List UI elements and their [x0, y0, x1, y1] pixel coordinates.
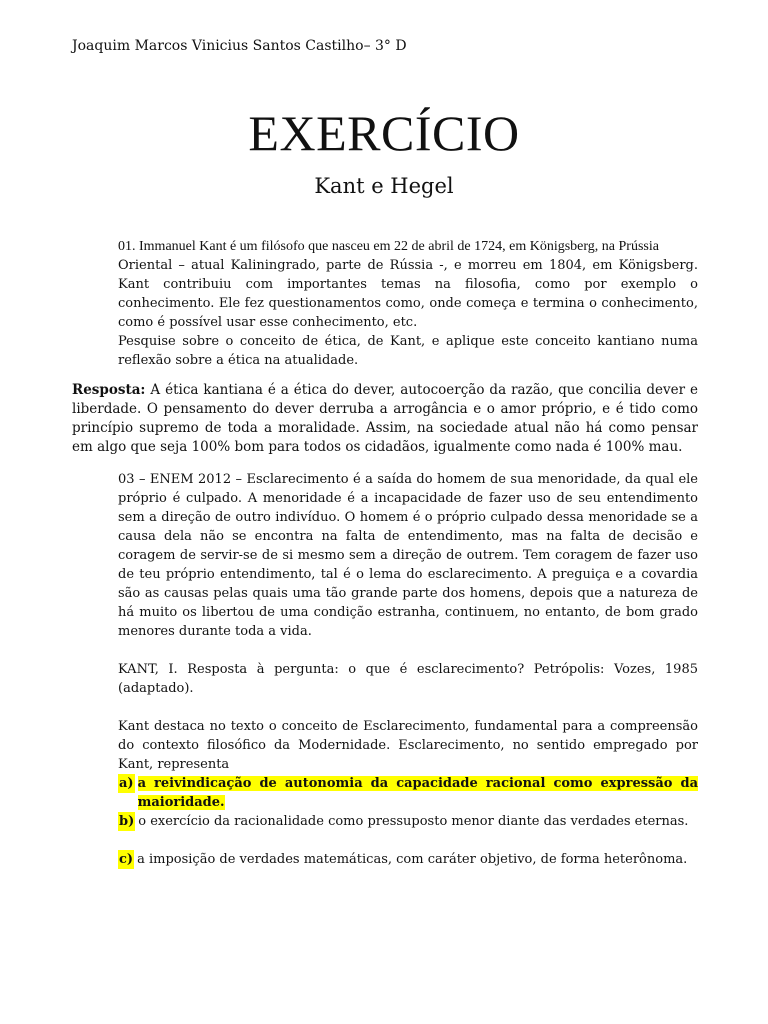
page-subtitle: Kant e Hegel [314, 174, 454, 198]
question-1-prompt: Pesquise sobre o conceito de ética, de Kant, e aplique este conceito kantiano numa reflexão sobre a ética na atualidade. [118, 334, 698, 368]
author-header: Joaquim Marcos Vinicius Santos Castilho– 3° D [72, 38, 407, 54]
answer-label: Resposta: [72, 382, 146, 398]
option-a-letter: a) [119, 776, 134, 791]
option-c-text: a imposição de verdades matemáticas, com caráter objetivo, de forma heterônoma. [137, 852, 688, 867]
question-3-stem: Kant destaca no texto o conceito de Esclarecimento, fundamental para a compreensão do contexto filosófico da Modernidade. Esclarecimento, no sentido empregado por Kant, representa [118, 719, 698, 772]
answer-text: A ética kantiana é a ética do dever, autocoerção da razão, que concilia dever e liberdade. O pensamento do dever derruba a arrogância e o amor próprio, e é tido como princípio supremo de toda a moralidade. Assim, na sociedade atual não há como pensar em algo que seja 100% bom para todos os cidadãos, igualmente como nada é 100% mau. [72, 382, 698, 455]
question-3-text: 03 – ENEM 2012 – Esclarecimento é a saída do homem de sua menoridade, da qual ele próprio é culpado. A menoridade é a incapacidade de fazer uso de seu entendimento sem a direção de outro indivíduo. O homem é o próprio culpado dessa menoridade se a causa dela não se encontra na falta de entendimento, mas na falta de decisão e coragem de servir-se de si mesmo sem a direção de outrem. Tem coragem de fazer uso de teu próprio entendimento, tal é o lema do esclarecimento. A preguiça e a covardia são as causas pelas quais uma tão grande parte dos homens, depois que a natureza de há muito os libertou de uma condição estranha, continuem, no entanto, de bom grado menores durante toda a vida. [118, 472, 698, 639]
option-b-letter: b) [119, 814, 135, 829]
page-title: EXERCÍCIO [248, 105, 520, 161]
answer-block [72, 381, 698, 457]
option-b [118, 812, 698, 831]
option-a [118, 774, 698, 812]
option-a-text: a reivindicação de autonomia da capacidade racional como expressão da maioridade. [137, 776, 698, 810]
question-1 [118, 237, 698, 370]
question-1-body: Oriental – atual Kaliningrado, parte de Rússia -, e morreu em 1804, em Königsberg. Kant contribuiu com importantes temas na filosofia, como por exemplo o conhecimento. Ele fez questionamentos como, onde começa e termina o conhecimento, como é possível usar esse conhecimento, etc. [118, 258, 698, 330]
question-1-lead: 01. Immanuel Kant é um filósofo que nasceu em 22 de abril de 1724, em Königsberg, na Prússia [118, 239, 659, 254]
option-b-text: o exercício da racionalidade como pressuposto menor diante das verdades eternas. [138, 814, 689, 829]
question-3 [118, 470, 698, 869]
option-c [118, 850, 698, 869]
question-3-citation: KANT, I. Resposta à pergunta: o que é esclarecimento? Petrópolis: Vozes, 1985 (adaptado). [118, 662, 698, 696]
option-c-letter: c) [119, 852, 134, 867]
